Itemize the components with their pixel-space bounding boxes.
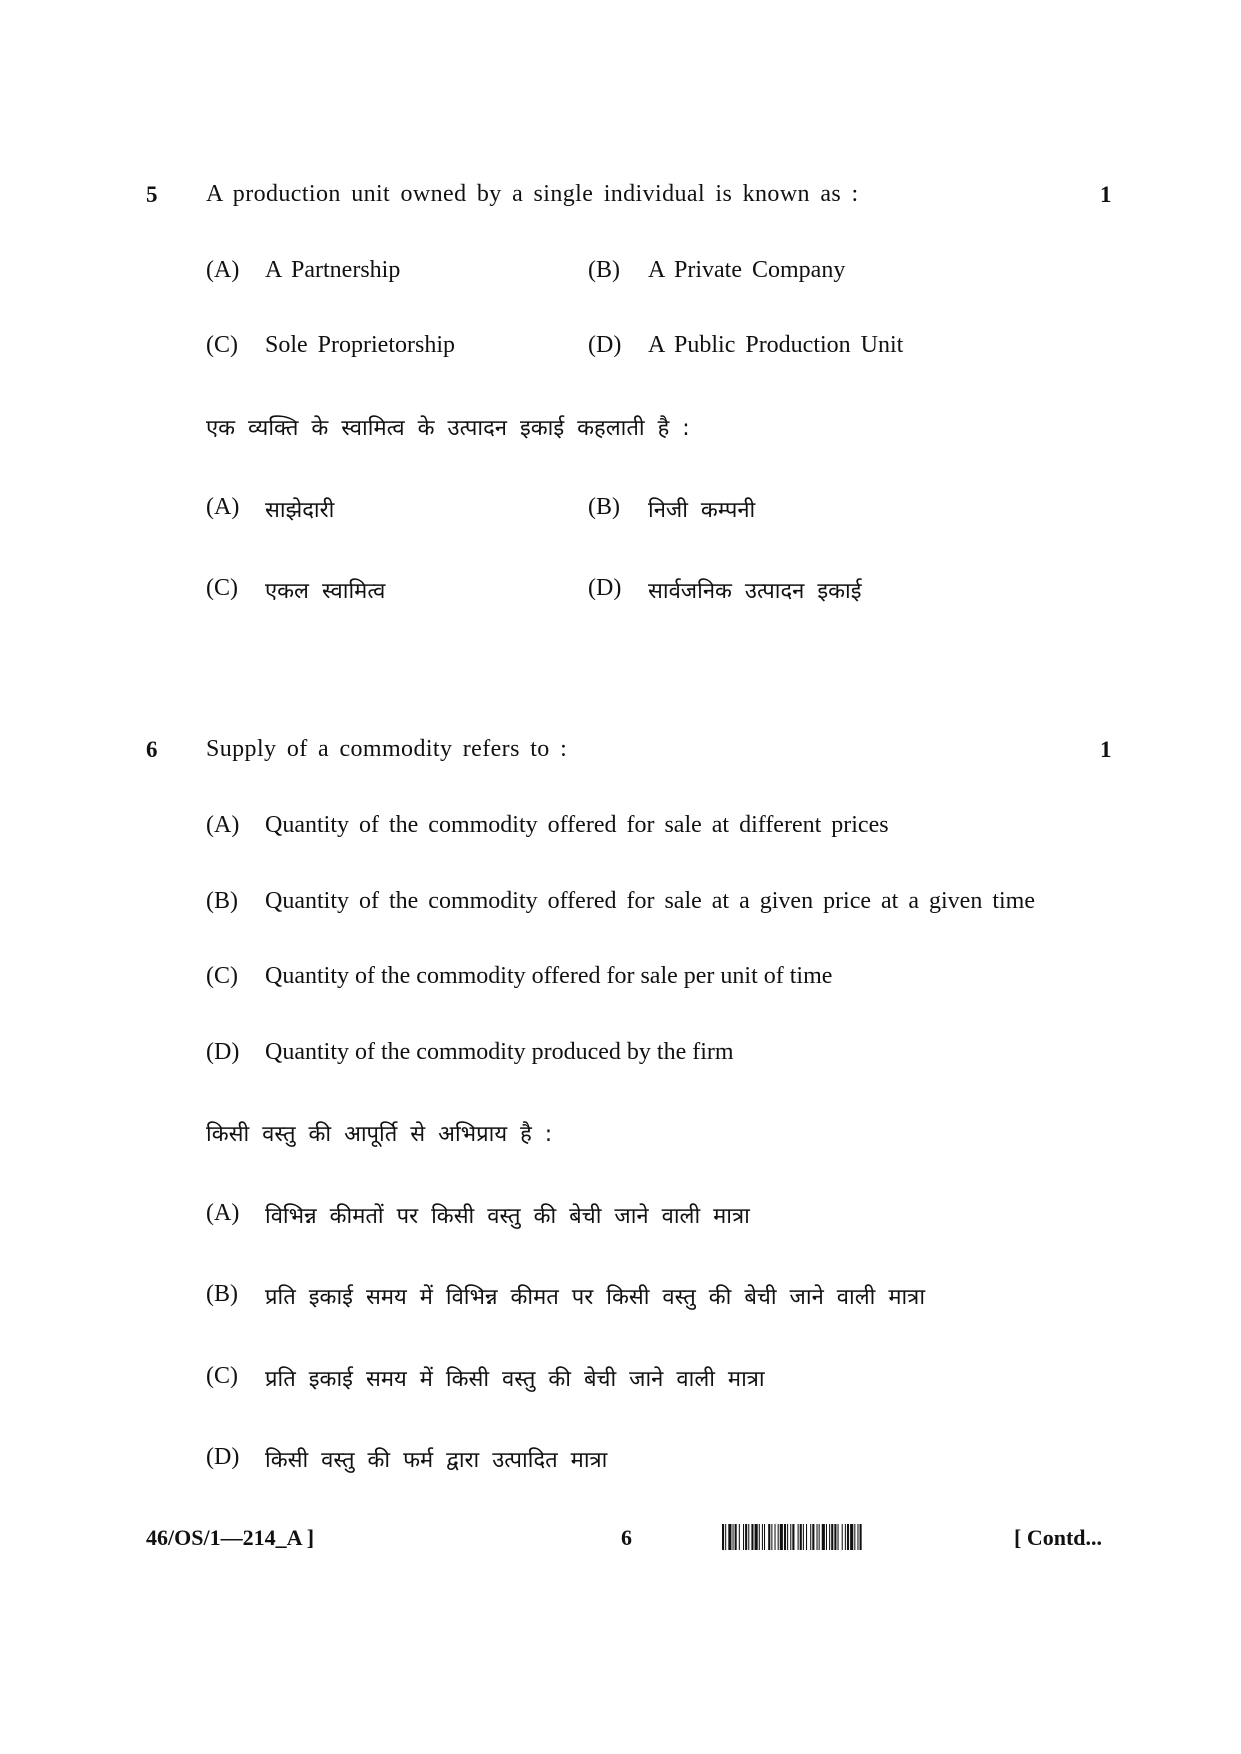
barcode-bar (780, 1524, 783, 1550)
option-text-a: Quantity of the commodity offered for sale at different prices (265, 812, 889, 838)
option-text-a: A Partnership (265, 257, 401, 283)
continued-label: [ Contd... (1014, 1525, 1103, 1550)
barcode-bar (775, 1524, 776, 1550)
question-marks: 1 (1100, 182, 1112, 207)
page-number: 6 (621, 1525, 632, 1550)
barcode-bar (787, 1524, 788, 1550)
barcode-bar (768, 1524, 770, 1550)
barcode-bar (838, 1524, 839, 1550)
option-text-b: Quantity of the commodity offered for sale at a given price at a given time (265, 888, 1035, 914)
barcode-bar (733, 1524, 734, 1550)
paper-code: 46/OS/1—214_A ] (146, 1525, 315, 1550)
option-text-d-hi: किसी वस्तु की फर्म द्वारा उत्पादित मात्रा (265, 1448, 608, 1473)
barcode-bar (792, 1524, 794, 1550)
barcode-bar (771, 1524, 772, 1550)
option-letter-b-hi: (B) (206, 1281, 238, 1307)
barcode-bar (764, 1524, 765, 1550)
barcode-bar (735, 1524, 737, 1550)
option-text-c-hi: प्रति इकाई समय में किसी वस्तु की बेची जाने वाली मात्रा (265, 1367, 765, 1392)
option-text-c-hi: एकल स्वामित्व (265, 579, 386, 604)
option-letter-c-hi: (C) (206, 1363, 238, 1389)
barcode-bar (798, 1524, 799, 1550)
barcode-bar (834, 1524, 836, 1550)
option-letter-c: (C) (206, 332, 238, 358)
question-marks: 1 (1100, 737, 1112, 762)
barcode-bar (812, 1524, 814, 1550)
option-letter-b: (B) (588, 257, 620, 283)
barcode-bar (822, 1524, 825, 1550)
barcode-bar (826, 1524, 827, 1550)
option-letter-b-hi: (B) (588, 494, 620, 520)
question-text-en: A production unit owned by a single individual is known as : (206, 181, 859, 207)
barcode-bar (850, 1524, 853, 1550)
barcode-bar (829, 1524, 830, 1550)
barcode-bar (860, 1524, 862, 1550)
barcode-bar (722, 1524, 724, 1550)
barcode-bar (790, 1524, 791, 1550)
barcode-bar (803, 1524, 804, 1550)
option-letter-a: (A) (206, 257, 240, 283)
barcode-bar (810, 1524, 811, 1550)
option-letter-d-hi: (D) (588, 575, 622, 601)
option-text-d-hi: सार्वजनिक उत्पादन इकाई (648, 579, 862, 604)
barcode-bar (759, 1524, 760, 1550)
option-text-a-hi: साझेदारी (265, 498, 335, 523)
barcode-bar (778, 1524, 779, 1550)
barcode-bar (847, 1524, 849, 1550)
question-text-hi: एक व्यक्ति के स्वामित्व के उत्पादन इकाई कहलाती है : (206, 416, 690, 441)
barcode-bar (751, 1524, 753, 1550)
option-letter-a-hi: (A) (206, 494, 240, 520)
option-text-d: Quantity of the commodity produced by the firm (265, 1039, 734, 1065)
barcode-bar (842, 1524, 843, 1550)
barcode-bar (745, 1524, 747, 1550)
option-text-c: Sole Proprietorship (265, 332, 455, 358)
barcode-bar (845, 1524, 846, 1550)
option-text-b-hi: प्रति इकाई समय में विभिन्न कीमत पर किसी वस्तु की बेची जाने वाली मात्रा (265, 1285, 926, 1310)
barcode-bar (819, 1524, 820, 1550)
option-text-c: Quantity of the commodity offered for sale per unit of time (265, 963, 833, 989)
question-number: 5 (146, 182, 158, 207)
question-number: 6 (146, 737, 158, 762)
option-text-d: A Public Production Unit (648, 332, 904, 358)
barcode-bar (817, 1524, 818, 1550)
option-letter-c-hi: (C) (206, 575, 238, 601)
barcode-bar (755, 1524, 758, 1550)
barcode-bar (728, 1524, 731, 1550)
option-letter-d: (D) (206, 1039, 240, 1065)
barcode-bar (748, 1524, 749, 1550)
option-text-b-hi: निजी कम्पनी (648, 498, 756, 523)
barcode-bar (784, 1524, 786, 1550)
option-letter-a-hi: (A) (206, 1200, 240, 1226)
option-letter-c: (C) (206, 963, 238, 989)
barcode-bar (800, 1524, 802, 1550)
question-text-en: Supply of a commodity refers to : (206, 736, 568, 762)
barcode-bar (725, 1524, 726, 1550)
barcode-bar (854, 1524, 855, 1550)
option-letter-d: (D) (588, 332, 622, 358)
barcode-bar (762, 1524, 763, 1550)
barcode-icon (722, 1524, 1004, 1550)
barcode-bar (857, 1524, 858, 1550)
option-letter-b: (B) (206, 888, 238, 914)
option-letter-a: (A) (206, 812, 240, 838)
barcode-bar (739, 1524, 740, 1550)
option-text-a-hi: विभिन्न कीमतों पर किसी वस्तु की बेची जाने वाली मात्रा (265, 1204, 750, 1229)
barcode-bar (743, 1524, 744, 1550)
barcode-bar (806, 1524, 807, 1550)
option-letter-d-hi: (D) (206, 1444, 240, 1470)
question-text-hi: किसी वस्तु की आपूर्ति से अभिप्राय है : (206, 1122, 553, 1147)
option-text-b: A Private Company (648, 257, 846, 283)
barcode-bar (831, 1524, 833, 1550)
